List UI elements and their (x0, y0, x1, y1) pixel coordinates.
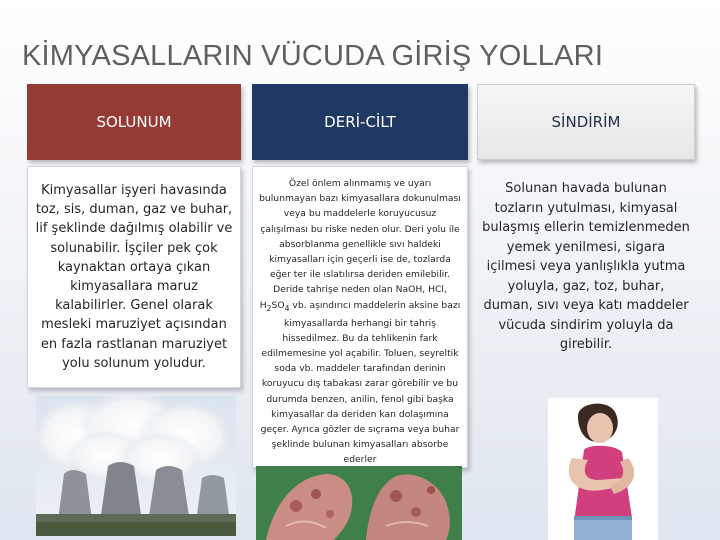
sindirim-text: Solunan havada bulunan tozların yutulması, kimyasal bulaşmış ellerin temizlenmeden yemek yenilmesi, sigara içilmesi veya yanlışlıkla yutma yoluyla, gaz, toz, buhar, duman, sıvı veya katı maddeler vücuda sindirim yoluyla da girebilir. (482, 181, 690, 352)
deri-text-part-2: SO (271, 299, 285, 311)
deri-cilt-text (252, 166, 468, 468)
column-deri-cilt (252, 84, 468, 468)
deri-cilt-header: DERİ-CİLT (252, 84, 468, 160)
industrial-smokestacks-image (36, 396, 236, 536)
slide-title: KİMYASALLARIN VÜCUDA GİRİŞ YOLLARI (22, 40, 604, 72)
column-sindirim (477, 84, 695, 355)
sindirim-header: SİNDİRİM (477, 84, 695, 160)
column-solunum (27, 84, 241, 388)
woman-stomach-pain-image (548, 398, 658, 540)
subscript-4: 4 (284, 303, 290, 313)
subscript-2: 2 (266, 303, 272, 313)
deri-text-part-3: vb. aşındırıcı maddelerin aksine bazı kimyasallarda herhangi bir tahriş hissedilmez. Bu da tehlikenin fark edilmemesine yol açabilir. Toluen, seyreltik soda vb. maddeler tarafından derinin koruyucu dış tabakası zarar görebilir ve bu durumda benzen, anilin, fenol gibi başka kimyasallar da deriden kan dolaşımına geçer. Ayrıca gözler de sıçrama veya buhar şeklinde bulunan kimyasalları absorbe ederler (260, 299, 461, 466)
skin-damaged-hands-image (256, 466, 462, 540)
deri-text-part-1: Özel önlem alınmamış ve uyarı bulunmayan bazı kimyasallara dokunulması veya bu maddelerle koruyucusuz çalışılması bu riske neden olur. Deri yolu ile absorblanma genellikle sıvı haldeki kimyasalları için geçerli ise de, tozlarda eğer ter ile ıslatılırsa deriden emilebilir. Deride tahrişe neden olan NaOH, HCl, H (259, 178, 461, 311)
solunum-text: Kimyasallar işyeri havasında toz, sis, duman, gaz ve buhar, lif şeklinde dağılmış olabilir ve solunabilir. İşçiler pek çok kaynaktan ortaya çıkan kimyasallara maruz kalabilirler. Genel olarak mesleki maruziyet açısından en fazla rastlanan maruziyet yolu solunum yoludur. (27, 166, 241, 388)
solunum-header: SOLUNUM (27, 84, 241, 160)
